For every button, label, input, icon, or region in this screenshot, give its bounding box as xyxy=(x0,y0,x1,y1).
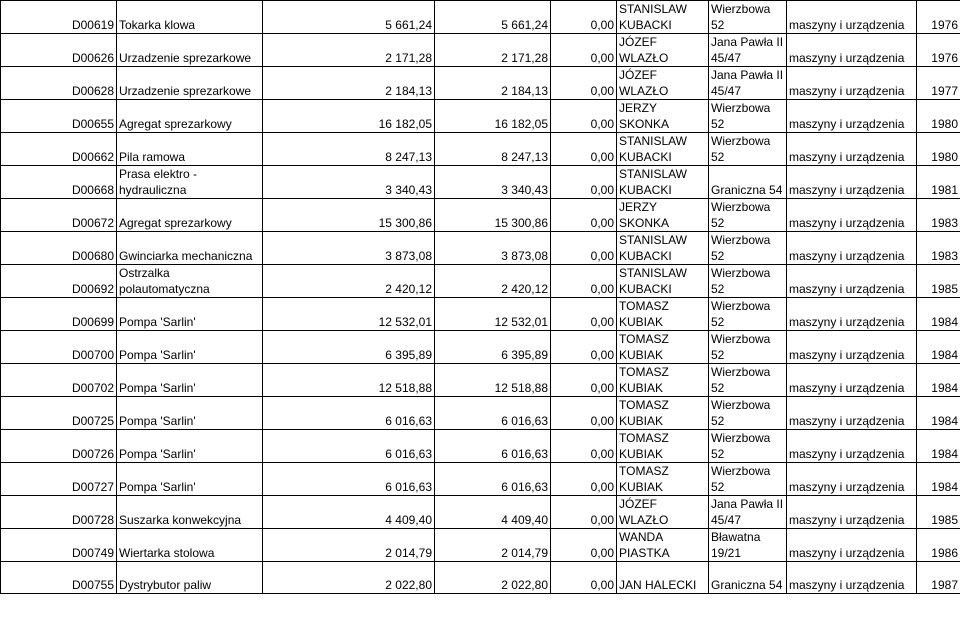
cell-person[interactable]: TOMASZ KUBIAK xyxy=(617,364,709,397)
cell-asset-name[interactable]: Pila ramowa xyxy=(117,133,263,166)
cell-value-initial[interactable]: 2 022,80 xyxy=(263,562,435,594)
table-row[interactable] xyxy=(1,133,960,166)
cell-value-net[interactable]: 0,00 xyxy=(551,496,617,529)
cell-value-gross[interactable]: 12 518,88 xyxy=(435,364,551,397)
cell-category[interactable]: maszyny i urządzenia xyxy=(787,397,917,430)
cell-value-net[interactable]: 0,00 xyxy=(551,67,617,100)
table-row[interactable] xyxy=(1,562,960,594)
cell-value-net[interactable]: 0,00 xyxy=(551,463,617,496)
cell-value-net[interactable]: 0,00 xyxy=(551,100,617,133)
cell-value-gross[interactable]: 3 873,08 xyxy=(435,232,551,265)
cell-year[interactable]: 1985 xyxy=(917,265,960,298)
cell-asset-id[interactable]: D00725 xyxy=(1,397,117,430)
cell-value-net[interactable]: 0,00 xyxy=(551,397,617,430)
cell-location[interactable]: Wierzbowa 52 xyxy=(709,100,787,133)
cell-location[interactable]: Jana Pawła II 45/47 xyxy=(709,67,787,100)
cell-value-initial[interactable]: 4 409,40 xyxy=(263,496,435,529)
cell-year[interactable]: 1980 xyxy=(917,100,960,133)
cell-asset-name[interactable]: Agregat sprezarkowy xyxy=(117,199,263,232)
table-row[interactable] xyxy=(1,298,960,331)
cell-asset-id[interactable]: D00728 xyxy=(1,496,117,529)
cell-location[interactable]: Wierzbowa 52 xyxy=(709,364,787,397)
cell-location[interactable]: Wierzbowa 52 xyxy=(709,463,787,496)
cell-category[interactable]: maszyny i urządzenia xyxy=(787,430,917,463)
cell-person[interactable]: STANISLAW KUBACKI xyxy=(617,133,709,166)
cell-asset-name[interactable]: Pompa 'Sarlin' xyxy=(117,463,263,496)
cell-value-initial[interactable]: 5 661,24 xyxy=(263,1,435,34)
cell-year[interactable]: 1987 xyxy=(917,562,960,594)
cell-category[interactable]: maszyny i urządzenia xyxy=(787,166,917,199)
cell-value-initial[interactable]: 16 182,05 xyxy=(263,100,435,133)
cell-person[interactable]: JERZY SKONKA xyxy=(617,100,709,133)
cell-value-initial[interactable]: 2 014,79 xyxy=(263,529,435,562)
cell-year[interactable]: 1984 xyxy=(917,430,960,463)
cell-year[interactable]: 1980 xyxy=(917,133,960,166)
table-row[interactable] xyxy=(1,463,960,496)
cell-location[interactable]: Wierzbowa 52 xyxy=(709,331,787,364)
cell-person[interactable]: WANDA PIASTKA xyxy=(617,529,709,562)
cell-location[interactable]: Wierzbowa 52 xyxy=(709,1,787,34)
cell-year[interactable]: 1985 xyxy=(917,496,960,529)
cell-category[interactable]: maszyny i urządzenia xyxy=(787,67,917,100)
cell-value-initial[interactable]: 2 184,13 xyxy=(263,67,435,100)
cell-category[interactable]: maszyny i urządzenia xyxy=(787,265,917,298)
cell-asset-name[interactable]: Pompa 'Sarlin' xyxy=(117,364,263,397)
cell-asset-id[interactable]: D00726 xyxy=(1,430,117,463)
cell-value-initial[interactable]: 6 016,63 xyxy=(263,430,435,463)
cell-person[interactable]: TOMASZ KUBIAK xyxy=(617,298,709,331)
cell-asset-id[interactable]: D00672 xyxy=(1,199,117,232)
table-row[interactable] xyxy=(1,166,960,199)
cell-asset-name[interactable]: Dystrybutor paliw xyxy=(117,562,263,594)
cell-value-net[interactable]: 0,00 xyxy=(551,529,617,562)
cell-category[interactable]: maszyny i urządzenia xyxy=(787,1,917,34)
cell-value-gross[interactable]: 2 014,79 xyxy=(435,529,551,562)
table-row[interactable] xyxy=(1,232,960,265)
cell-category[interactable]: maszyny i urządzenia xyxy=(787,232,917,265)
cell-asset-id[interactable]: D00702 xyxy=(1,364,117,397)
cell-location[interactable]: Graniczna 54 xyxy=(709,166,787,199)
cell-year[interactable]: 1981 xyxy=(917,166,960,199)
table-row[interactable] xyxy=(1,397,960,430)
table-row[interactable] xyxy=(1,1,960,34)
cell-location[interactable]: Bławatna 19/21 xyxy=(709,529,787,562)
table-row[interactable] xyxy=(1,199,960,232)
cell-person[interactable]: JÓZEF WLAZŁO xyxy=(617,34,709,67)
cell-value-gross[interactable]: 15 300,86 xyxy=(435,199,551,232)
cell-value-net[interactable]: 0,00 xyxy=(551,34,617,67)
cell-asset-id[interactable]: D00749 xyxy=(1,529,117,562)
cell-value-initial[interactable]: 15 300,86 xyxy=(263,199,435,232)
cell-category[interactable]: maszyny i urządzenia xyxy=(787,529,917,562)
cell-year[interactable]: 1984 xyxy=(917,463,960,496)
cell-location[interactable]: Wierzbowa 52 xyxy=(709,133,787,166)
cell-person[interactable]: JERZY SKONKA xyxy=(617,199,709,232)
table-row[interactable] xyxy=(1,364,960,397)
cell-location[interactable]: Wierzbowa 52 xyxy=(709,397,787,430)
cell-value-initial[interactable]: 3 340,43 xyxy=(263,166,435,199)
cell-value-initial[interactable]: 2 171,28 xyxy=(263,34,435,67)
cell-category[interactable]: maszyny i urządzenia xyxy=(787,463,917,496)
cell-asset-id[interactable]: D00692 xyxy=(1,265,117,298)
cell-value-gross[interactable]: 2 171,28 xyxy=(435,34,551,67)
cell-value-initial[interactable]: 6 016,63 xyxy=(263,463,435,496)
cell-person[interactable]: TOMASZ KUBIAK xyxy=(617,463,709,496)
cell-location[interactable]: Wierzbowa 52 xyxy=(709,298,787,331)
cell-value-gross[interactable]: 2 184,13 xyxy=(435,67,551,100)
cell-value-gross[interactable]: 6 016,63 xyxy=(435,397,551,430)
cell-value-initial[interactable]: 8 247,13 xyxy=(263,133,435,166)
table-row[interactable] xyxy=(1,100,960,133)
cell-value-gross[interactable]: 6 016,63 xyxy=(435,463,551,496)
cell-asset-name[interactable]: Agregat sprezarkowy xyxy=(117,100,263,133)
cell-value-net[interactable]: 0,00 xyxy=(551,364,617,397)
cell-value-gross[interactable]: 5 661,24 xyxy=(435,1,551,34)
cell-asset-id[interactable]: D00662 xyxy=(1,133,117,166)
cell-year[interactable]: 1983 xyxy=(917,199,960,232)
cell-asset-id[interactable]: D00626 xyxy=(1,34,117,67)
cell-category[interactable]: maszyny i urządzenia xyxy=(787,331,917,364)
cell-asset-name[interactable]: Gwinciarka mechaniczna xyxy=(117,232,263,265)
cell-person[interactable]: JÓZEF WLAZŁO xyxy=(617,496,709,529)
cell-year[interactable]: 1984 xyxy=(917,298,960,331)
cell-location[interactable]: Wierzbowa 52 xyxy=(709,232,787,265)
cell-category[interactable]: maszyny i urządzenia xyxy=(787,364,917,397)
cell-asset-name[interactable]: Urzadzenie sprezarkowe xyxy=(117,34,263,67)
cell-value-net[interactable]: 0,00 xyxy=(551,298,617,331)
cell-person[interactable]: STANISLAW KUBACKI xyxy=(617,232,709,265)
cell-person[interactable]: JAN HALECKI xyxy=(617,562,709,594)
cell-asset-id[interactable]: D00668 xyxy=(1,166,117,199)
cell-value-initial[interactable]: 12 518,88 xyxy=(263,364,435,397)
table-row[interactable] xyxy=(1,430,960,463)
cell-value-initial[interactable]: 6 016,63 xyxy=(263,397,435,430)
cell-category[interactable]: maszyny i urządzenia xyxy=(787,298,917,331)
cell-person[interactable]: STANISLAW KUBACKI xyxy=(617,1,709,34)
cell-year[interactable]: 1983 xyxy=(917,232,960,265)
cell-year[interactable]: 1976 xyxy=(917,1,960,34)
cell-asset-id[interactable]: D00699 xyxy=(1,298,117,331)
table-row[interactable] xyxy=(1,67,960,100)
cell-category[interactable]: maszyny i urządzenia xyxy=(787,562,917,594)
cell-asset-name[interactable]: Pompa 'Sarlin' xyxy=(117,397,263,430)
cell-asset-name[interactable]: Pompa 'Sarlin' xyxy=(117,298,263,331)
cell-person[interactable]: TOMASZ KUBIAK xyxy=(617,331,709,364)
cell-asset-id[interactable]: D00628 xyxy=(1,67,117,100)
cell-value-gross[interactable]: 2 022,80 xyxy=(435,562,551,594)
cell-year[interactable]: 1984 xyxy=(917,331,960,364)
cell-asset-name[interactable]: Pompa 'Sarlin' xyxy=(117,430,263,463)
cell-location[interactable]: Wierzbowa 52 xyxy=(709,265,787,298)
cell-asset-id[interactable]: D00680 xyxy=(1,232,117,265)
cell-location[interactable]: Wierzbowa 52 xyxy=(709,199,787,232)
cell-asset-name[interactable]: Wiertarka stolowa xyxy=(117,529,263,562)
cell-value-initial[interactable]: 12 532,01 xyxy=(263,298,435,331)
cell-value-net[interactable]: 0,00 xyxy=(551,133,617,166)
cell-asset-name[interactable]: Prasa elektro - hydrauliczna xyxy=(117,166,263,199)
cell-asset-name[interactable]: Tokarka klowa xyxy=(117,1,263,34)
table-body xyxy=(1,1,960,594)
cell-value-net[interactable]: 0,00 xyxy=(551,1,617,34)
cell-year[interactable]: 1986 xyxy=(917,529,960,562)
cell-asset-name[interactable]: Ostrzalka polautomatyczna xyxy=(117,265,263,298)
cell-value-initial[interactable]: 6 395,89 xyxy=(263,331,435,364)
cell-person[interactable]: TOMASZ KUBIAK xyxy=(617,397,709,430)
cell-asset-name[interactable]: Urzadzenie sprezarkowe xyxy=(117,67,263,100)
table-row[interactable] xyxy=(1,331,960,364)
cell-value-gross[interactable]: 16 182,05 xyxy=(435,100,551,133)
table-row[interactable] xyxy=(1,496,960,529)
cell-category[interactable]: maszyny i urządzenia xyxy=(787,34,917,67)
table-row[interactable] xyxy=(1,265,960,298)
cell-asset-name[interactable]: Pompa 'Sarlin' xyxy=(117,331,263,364)
cell-year[interactable]: 1976 xyxy=(917,34,960,67)
cell-category[interactable]: maszyny i urządzenia xyxy=(787,100,917,133)
cell-asset-id[interactable]: D00727 xyxy=(1,463,117,496)
cell-asset-id[interactable]: D00619 xyxy=(1,1,117,34)
cell-asset-name[interactable]: Suszarka konwekcyjna xyxy=(117,496,263,529)
cell-value-initial[interactable]: 3 873,08 xyxy=(263,232,435,265)
cell-person[interactable]: TOMASZ KUBIAK xyxy=(617,430,709,463)
cell-location[interactable]: Jana Pawła II 45/47 xyxy=(709,496,787,529)
cell-value-gross[interactable]: 4 409,40 xyxy=(435,496,551,529)
cell-location[interactable]: Wierzbowa 52 xyxy=(709,430,787,463)
cell-category[interactable]: maszyny i urządzenia xyxy=(787,496,917,529)
cell-category[interactable]: maszyny i urządzenia xyxy=(787,199,917,232)
cell-year[interactable]: 1977 xyxy=(917,67,960,100)
cell-asset-id[interactable]: D00755 xyxy=(1,562,117,594)
cell-value-net[interactable]: 0,00 xyxy=(551,562,617,594)
cell-value-gross[interactable]: 3 340,43 xyxy=(435,166,551,199)
cell-value-gross[interactable]: 6 016,63 xyxy=(435,430,551,463)
cell-value-gross[interactable]: 2 420,12 xyxy=(435,265,551,298)
cell-asset-id[interactable]: D00655 xyxy=(1,100,117,133)
cell-person[interactable]: STANISLAW KUBACKI xyxy=(617,265,709,298)
table-row[interactable] xyxy=(1,34,960,67)
cell-value-initial[interactable]: 2 420,12 xyxy=(263,265,435,298)
cell-value-net[interactable]: 0,00 xyxy=(551,430,617,463)
cell-location[interactable]: Graniczna 54 xyxy=(709,562,787,594)
cell-value-net[interactable]: 0,00 xyxy=(551,199,617,232)
cell-value-net[interactable]: 0,00 xyxy=(551,166,617,199)
cell-location[interactable]: Jana Pawła II 45/47 xyxy=(709,34,787,67)
cell-asset-id[interactable]: D00700 xyxy=(1,331,117,364)
cell-person[interactable]: JÓZEF WLAZŁO xyxy=(617,67,709,100)
cell-value-net[interactable]: 0,00 xyxy=(551,232,617,265)
cell-year[interactable]: 1984 xyxy=(917,364,960,397)
cell-category[interactable]: maszyny i urządzenia xyxy=(787,133,917,166)
cell-value-gross[interactable]: 8 247,13 xyxy=(435,133,551,166)
cell-value-net[interactable]: 0,00 xyxy=(551,265,617,298)
table-row[interactable] xyxy=(1,529,960,562)
cell-value-net[interactable]: 0,00 xyxy=(551,331,617,364)
cell-value-gross[interactable]: 12 532,01 xyxy=(435,298,551,331)
cell-person[interactable]: STANISLAW KUBACKI xyxy=(617,166,709,199)
cell-year[interactable]: 1984 xyxy=(917,397,960,430)
cell-value-gross[interactable]: 6 395,89 xyxy=(435,331,551,364)
